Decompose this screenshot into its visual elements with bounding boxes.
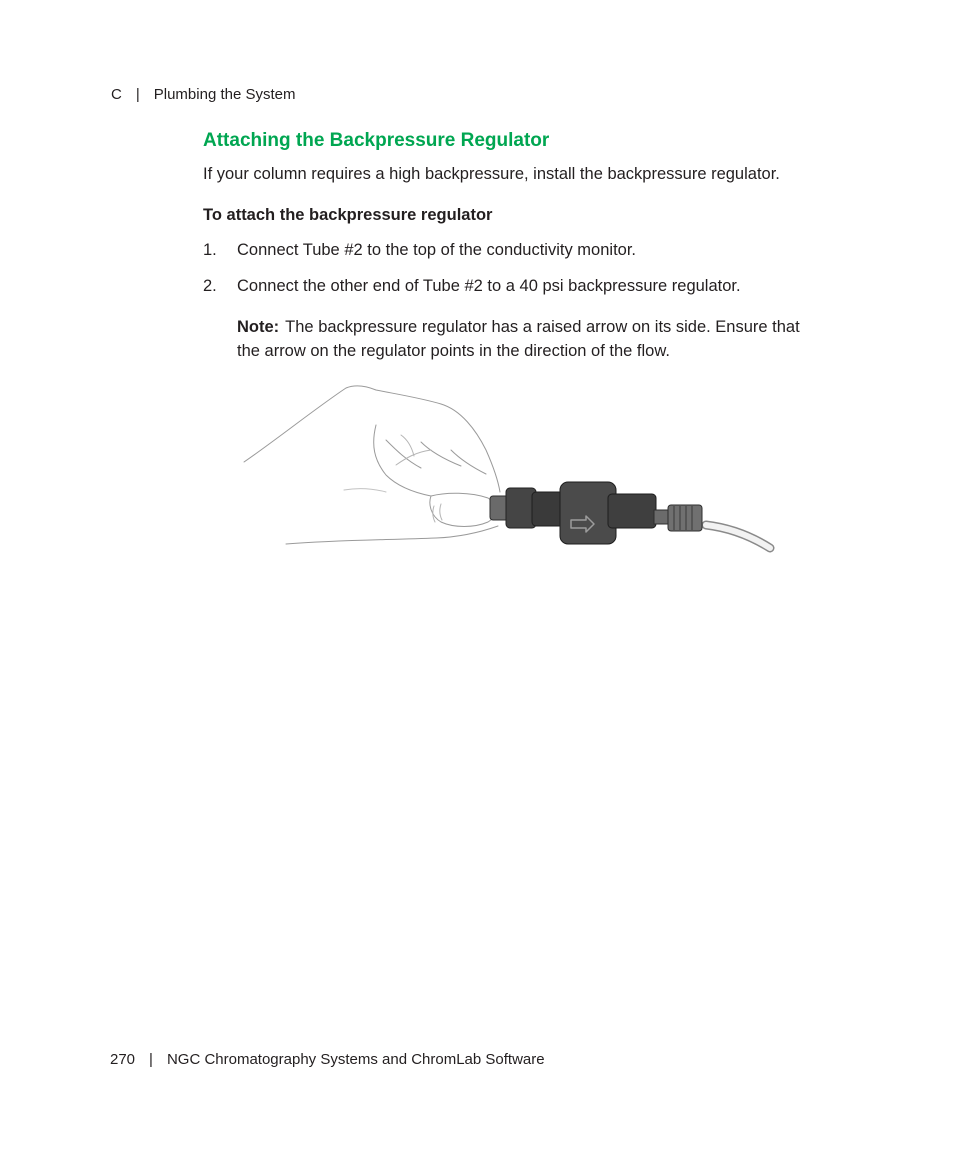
page-footer (110, 1051, 545, 1068)
hand-outline (244, 386, 500, 544)
intro-paragraph: If your column requires a high backpressure, install the backpressure regulator. (203, 165, 780, 183)
section-title: Attaching the Backpressure Regulator (203, 130, 550, 151)
note-label: Note: (237, 318, 280, 336)
regulator-right-section (608, 494, 656, 528)
step-number: 1. (203, 241, 217, 259)
step-text: Connect the other end of Tube #2 to a 40 psi backpressure regulator. (237, 277, 741, 295)
step-item (203, 277, 741, 296)
step-item (203, 241, 636, 260)
header-separator: | (135, 86, 140, 103)
note-text: The backpressure regulator has a raised arrow on its side. Ensure that the arrow on the regulator points in the direction of the flow. (237, 318, 800, 360)
step-number: 2. (203, 277, 217, 295)
hand-regulator-illustration-icon (236, 380, 776, 565)
chapter-title: Plumbing the System (153, 86, 296, 103)
footer-separator: | (149, 1051, 153, 1068)
regulator-figure (236, 380, 776, 565)
note (237, 315, 817, 363)
right-nut (668, 505, 702, 531)
procedure-title: To attach the backpressure regulator (203, 206, 493, 224)
chapter-letter: C (111, 86, 122, 103)
running-header (111, 86, 295, 103)
page-number: 270 (110, 1051, 136, 1068)
step-text: Connect Tube #2 to the top of the conductivity monitor. (237, 241, 636, 259)
book-title: NGC Chromatography Systems and ChromLab Software (166, 1051, 545, 1068)
right-collar (654, 510, 668, 524)
